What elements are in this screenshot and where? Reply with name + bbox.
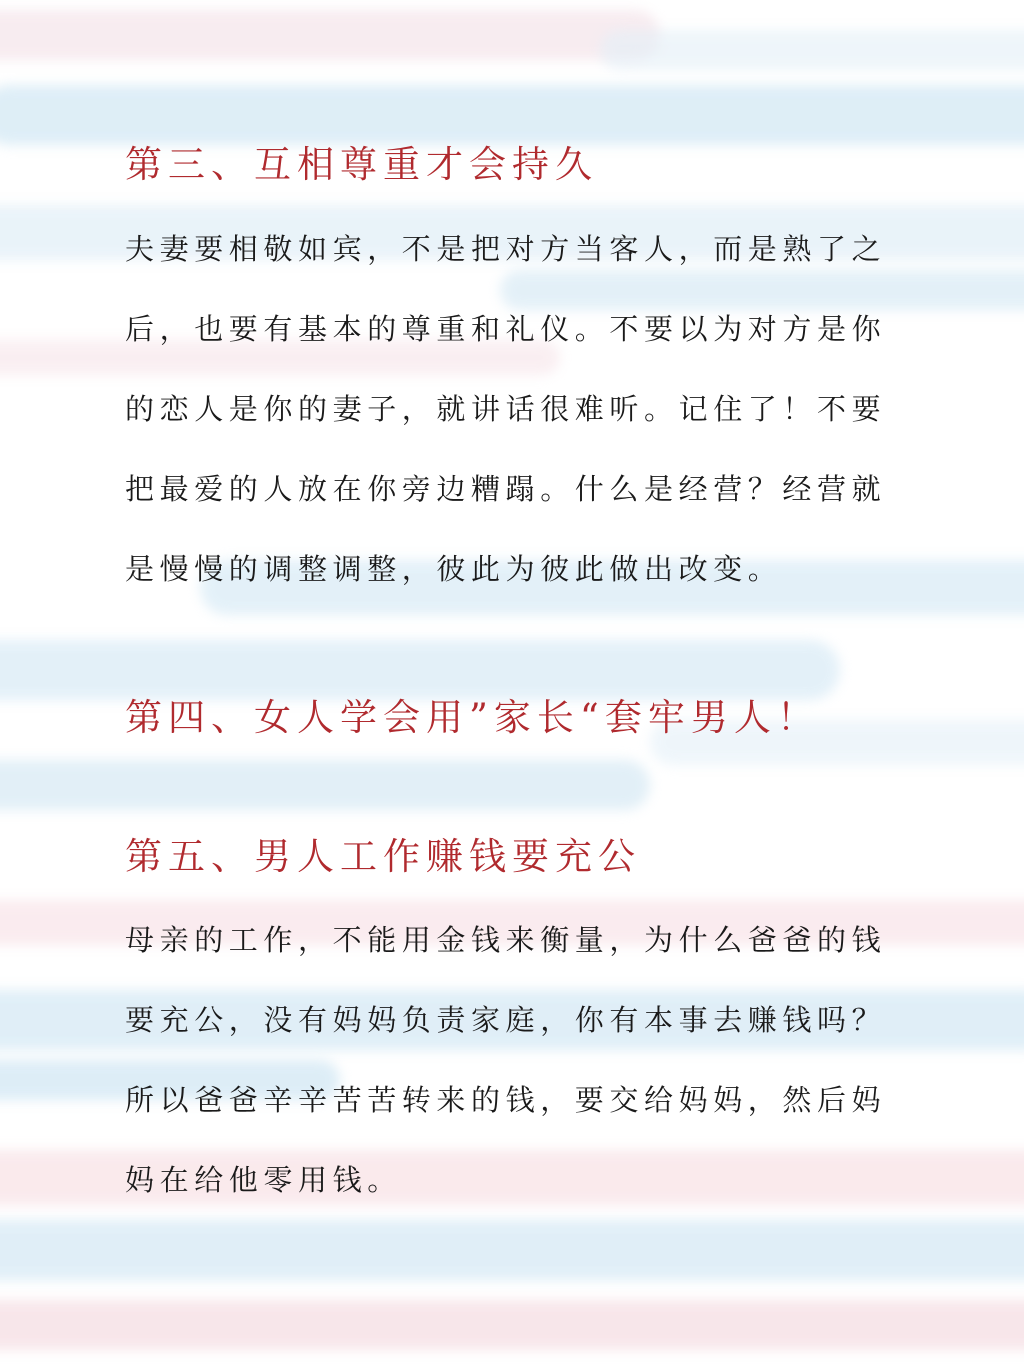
section-3-heading: 第三、互相尊重才会持久 <box>125 143 598 186</box>
section-3-paragraph <box>125 209 925 609</box>
paragraph-line: 的恋人是你的妻子，就讲话很难听。记住了！不要 <box>125 392 887 426</box>
paragraph-line: 后，也要有基本的尊重和礼仪。不要以为对方是你 <box>125 312 887 346</box>
paragraph-line: 把最爱的人放在你旁边糟蹋。什么是经营？经营就 <box>125 472 887 506</box>
section-5-heading: 第五、男人工作赚钱要充公 <box>125 835 641 878</box>
paragraph-line: 夫妻要相敬如宾，不是把对方当客人，而是熟了之 <box>125 232 887 266</box>
section-5-paragraph <box>125 900 925 1220</box>
paragraph-line: 所以爸爸辛辛苦苦转来的钱，要交给妈妈，然后妈 <box>125 1083 887 1117</box>
section-4-heading: 第四、女人学会用”家长“套牢男人！ <box>125 696 820 739</box>
paragraph-line: 母亲的工作，不能用金钱来衡量，为什么爸爸的钱 <box>125 923 887 957</box>
paragraph-line: 妈在给他零用钱。 <box>125 1163 402 1197</box>
paragraph-line: 是慢慢的调整调整，彼此为彼此做出改变。 <box>125 552 783 586</box>
paragraph-line: 要充公，没有妈妈负责家庭，你有本事去赚钱吗？ <box>125 1003 887 1037</box>
